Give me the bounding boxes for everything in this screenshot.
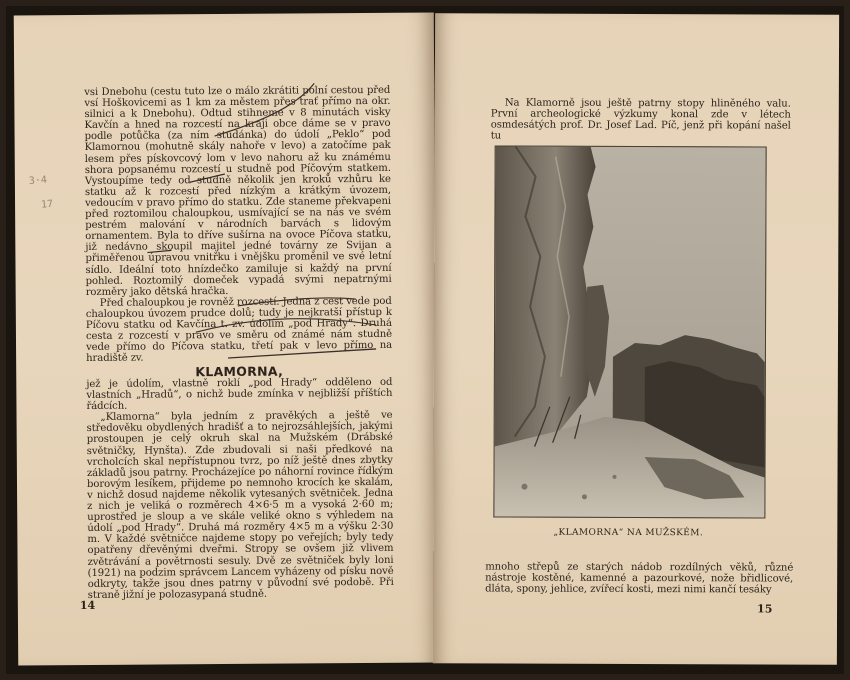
right-page xyxy=(433,13,839,664)
left-page xyxy=(14,13,439,666)
open-book xyxy=(6,6,844,674)
photo-caption: „KLAMORNA“ NA MUŽSKÉM. xyxy=(553,527,704,539)
page-number: 15 xyxy=(757,602,773,616)
right-page-text-bottom xyxy=(485,561,793,595)
paragraph: Před chaloupkou je rovněž rozcestí. Jedna z cest vede pod chaloupkou úvozem prudce dolů; tudy je nejkratší přístup k Píčovu statku od Kavčína t. zv. údolím „pod Hrady“. Druhá cesta z rozcestí v pravo ve směru od známé nám studně vede přímo do Píčova statku, třetí pak v levo přímo na hradiště zv. xyxy=(85,295,393,365)
paragraph: vsi Dnebohu (cestu tuto lze o málo zkrátiti polní cestou před vsí Hoškovicemi as 1 km za městem přes trať přímo na okr. silnici a k Dnebohu). Odtud stihneme v 8 minutách visky Kavčín a hned na rozcestí na kraji obce dáme se v pravo podle potůčka (za ním studánka) do údolí „Peklo“ pod Klamornou (mohutně skály nahoře v levo) a zatočíme pak lesem přes pískovcový lom v levo nahoru až ku známému shora popsanému rozcestí u studně pod Píčovým statkem. Vystoupíme tedy od studně několik jen kroků vzhůru ke statku až k rozcestí před nízkým a krátkým úvozem, vedoucím v pravo přímo do statku. Zde staneme překvapeni před roztomilou chaloupkou, usmívající se na nás ve svém pestrém malování v národních barvách s lidovým ornamentem. Byla to dříve sušírna na ovoce Píčova statku, již nedávno skoupil majitel jedné továrny ze Svijan a přiměřenou úpravou vnitřku i vnějšku proměnil ve své letní sídlo. Ideální toto hnízdečko zamiluje si každý na první pohled. Roztomilý domeček vypadá svými nepatrnými rozměry jako dětská hračka. xyxy=(84,84,392,298)
paragraph: Na Klamorně jsou ještě patrny stopy hliněného valu. První archeologické výzkumy konal zde v létech osmdesátých prof. Dr. Josef Lad. Píč, jenž při kopání našel tu xyxy=(490,97,791,142)
paragraph: mnoho střepů ze starých nádob rozdílných věků, různé nástroje kostěné, kamenné a pazourkové, nože břidlicové, dláta, spony, jehlice, zvířecí kosti, mezi nimi kančí tesáky xyxy=(485,561,794,596)
photo-klamorna-cliffs xyxy=(493,146,766,519)
section-heading: KLAMORNA, xyxy=(195,363,284,380)
paragraph: „Klamorna“ byla jedním z pravěkých a ještě ve středověku obydlených hradišť a to nejrozsáhlejších, jakými prostoupen je celý okruh skal na Mužském (Drábské světničky, Hynšta). Zde zbudovali si naši předkové na vrcholcích skal nepřístupnou tvrz, po níž ještě dnes zbytky základů jsou patrny. Procházejíce po náhorní rovince řídkým borovým lesíkem, přijdeme po nemnoho krocích ke skalám, v nichž dosud najdeme několik vytesaných světniček. Jedna z nich je veliká o rozměrech 4×6·5 m a vysoká 2·60 m; uprostřed je sloup a ve skále veliké okno s výhledem na údolí „pod Hrady“. Druhá má rozměry 4×5 m a výšku 2·30 m. V každé světničce najdeme stopy po veřejích; byly tedy opatřeny dřevěnými dveřmi. Stropy se ovšem již vlivem zvětrávání a povětrnosti sesuly. Dvě ze světniček byly loni (1921) na podzim správcem Lancem vyházeny od písku nově odkryty, takže jsou dnes patrny v původní své podobě. Při straně jižní je polozasypaná studně. xyxy=(86,410,394,601)
margin-note: 3·4 xyxy=(28,174,48,187)
page-number: 14 xyxy=(79,598,96,613)
right-page-text-top xyxy=(491,97,791,142)
left-page-text-bottom xyxy=(86,377,394,601)
left-page-text-top xyxy=(84,85,392,364)
margin-note: 17 xyxy=(40,198,54,211)
paragraph: jež je údolím, vlastně roklí „pod Hrady“ odděleno od vlastních „Hradů“, o nichž bude zmínka v nejbližší příštích řádcích. xyxy=(86,376,393,413)
